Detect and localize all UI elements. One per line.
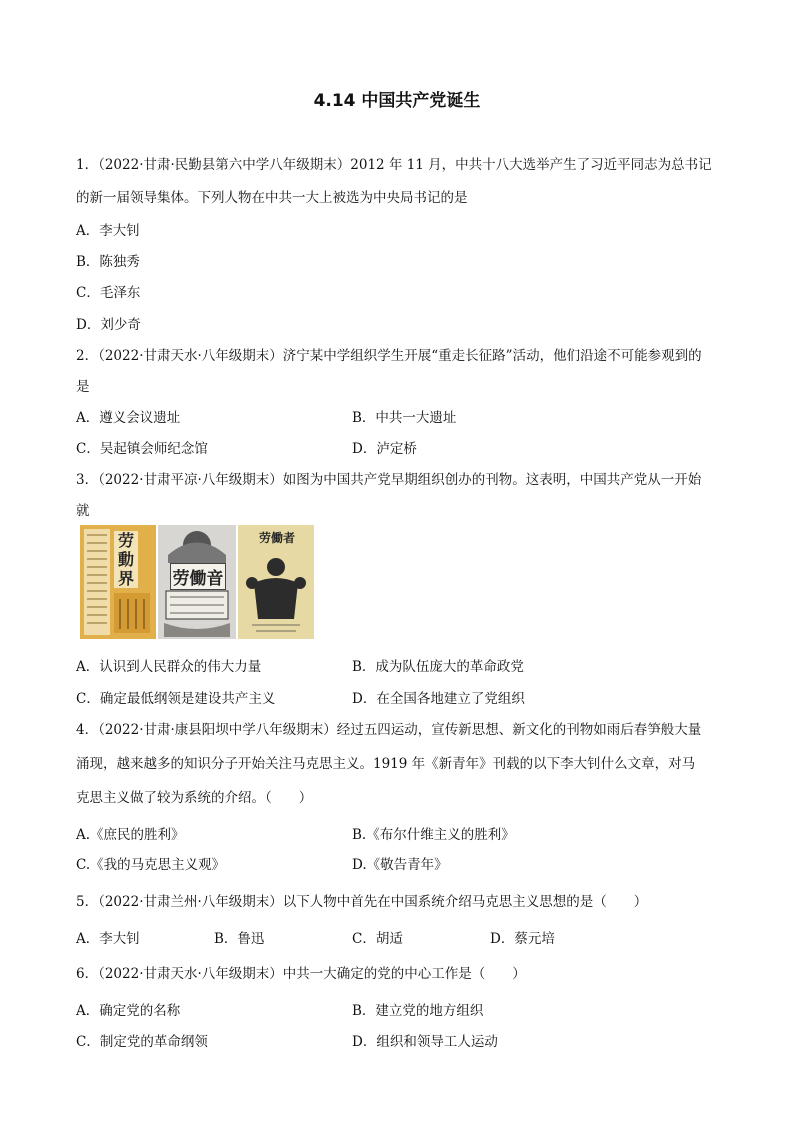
q4-option-c: C.《我的马克思主义观》 xyxy=(76,857,226,873)
q6-option-a: A．确定党的名称 xyxy=(76,1003,181,1019)
q3-publications-figure xyxy=(80,525,314,639)
q3-stem-line1: 3．（2022·甘肃平凉·八年级期末）如图为中国共产党早期组织创办的刊物。这表明，中国共产党从一开始 xyxy=(76,472,702,488)
q4-stem-line1: 4．（2022·甘肃·康县阳坝中学八年级期末）经过五四运动，宣传新思想、新文化的刊物如雨后春笋般大量 xyxy=(76,722,702,738)
publication-laodongzhe-title: 劳働者 xyxy=(258,531,295,545)
q4-stem-line3: 克思主义做了较为系统的介绍。（ ） xyxy=(76,790,313,806)
q1-option-d: D．刘少奇 xyxy=(76,317,141,333)
q2-option-c: C．吴起镇会师纪念馆 xyxy=(76,441,208,457)
q3-option-b: B．成为队伍庞大的革命政党 xyxy=(352,659,524,675)
page-title: 4.14 中国共产党诞生 xyxy=(313,91,481,111)
q3-option-d: D．在全国各地建立了党组织 xyxy=(352,691,525,707)
q2-option-b: B．中共一大遗址 xyxy=(352,410,457,426)
q4-option-b: B.《布尔什维主义的胜利》 xyxy=(352,827,515,843)
q1-option-c: C．毛泽东 xyxy=(76,285,141,301)
q4-option-d: D.《敬告青年》 xyxy=(352,857,448,873)
q5-option-c: C．胡适 xyxy=(352,931,403,947)
q3-stem-line2: 就 xyxy=(76,503,90,519)
q2-option-a: A．遵义会议遗址 xyxy=(76,410,181,426)
q4-option-a: A.《庶民的胜利》 xyxy=(76,827,185,843)
q5-stem-line1: 5．（2022·甘肃兰州·八年级期末）以下人物中首先在中国系统介绍马克思主义思想的是（ ） xyxy=(76,894,648,910)
q2-stem-line2: 是 xyxy=(76,379,90,395)
q4-stem-line2: 涌现，越来越多的知识分子开始关注马克思主义。1919 年《新青年》刊载的以下李大钊什么文章，对马 xyxy=(76,756,696,772)
publication-laodongjie-image xyxy=(80,525,156,639)
q1-stem-line1: 1．（2022·甘肃·民勤县第六中学八年级期末）2012 年 11 月，中共十八大选举产生了习近平同志为总书记 xyxy=(76,157,712,173)
q1-stem-line2: 的新一届领导集体。下列人物在中共一大上被选为中央局书记的是 xyxy=(76,190,468,206)
q6-option-b: B．建立党的地方组织 xyxy=(352,1003,484,1019)
q3-option-a: A．认识到人民群众的伟大力量 xyxy=(76,659,262,675)
q3-option-c: C．确定最低纲领是建设共产主义 xyxy=(76,691,276,707)
q2-stem-line1: 2．（2022·甘肃天水·八年级期末）济宁某中学组织学生开展“重走长征路”活动，他们沿途不可能参观到的 xyxy=(76,348,702,364)
q5-option-b: B．鲁迅 xyxy=(214,931,265,947)
q2-option-d: D．泸定桥 xyxy=(352,441,417,457)
q1-option-a: A．李大钊 xyxy=(76,223,140,239)
q6-option-d: D．组织和领导工人运动 xyxy=(352,1034,498,1050)
publication-laodongzhe-image xyxy=(238,525,314,639)
q5-option-d: D．蔡元培 xyxy=(490,931,555,947)
q6-option-c: C．制定党的革命纲领 xyxy=(76,1034,208,1050)
q6-stem-line1: 6．（2022·甘肃天水·八年级期末）中共一大确定的党的中心工作是（ ） xyxy=(76,966,526,982)
publication-laodongyin-image xyxy=(158,525,236,639)
q5-option-a: A．李大钊 xyxy=(76,931,140,947)
q1-option-b: B．陈独秀 xyxy=(76,254,140,270)
publication-laodongyin-title: 劳働音 xyxy=(170,563,226,590)
publication-laodongjie-title: 劳動界 xyxy=(114,531,138,588)
